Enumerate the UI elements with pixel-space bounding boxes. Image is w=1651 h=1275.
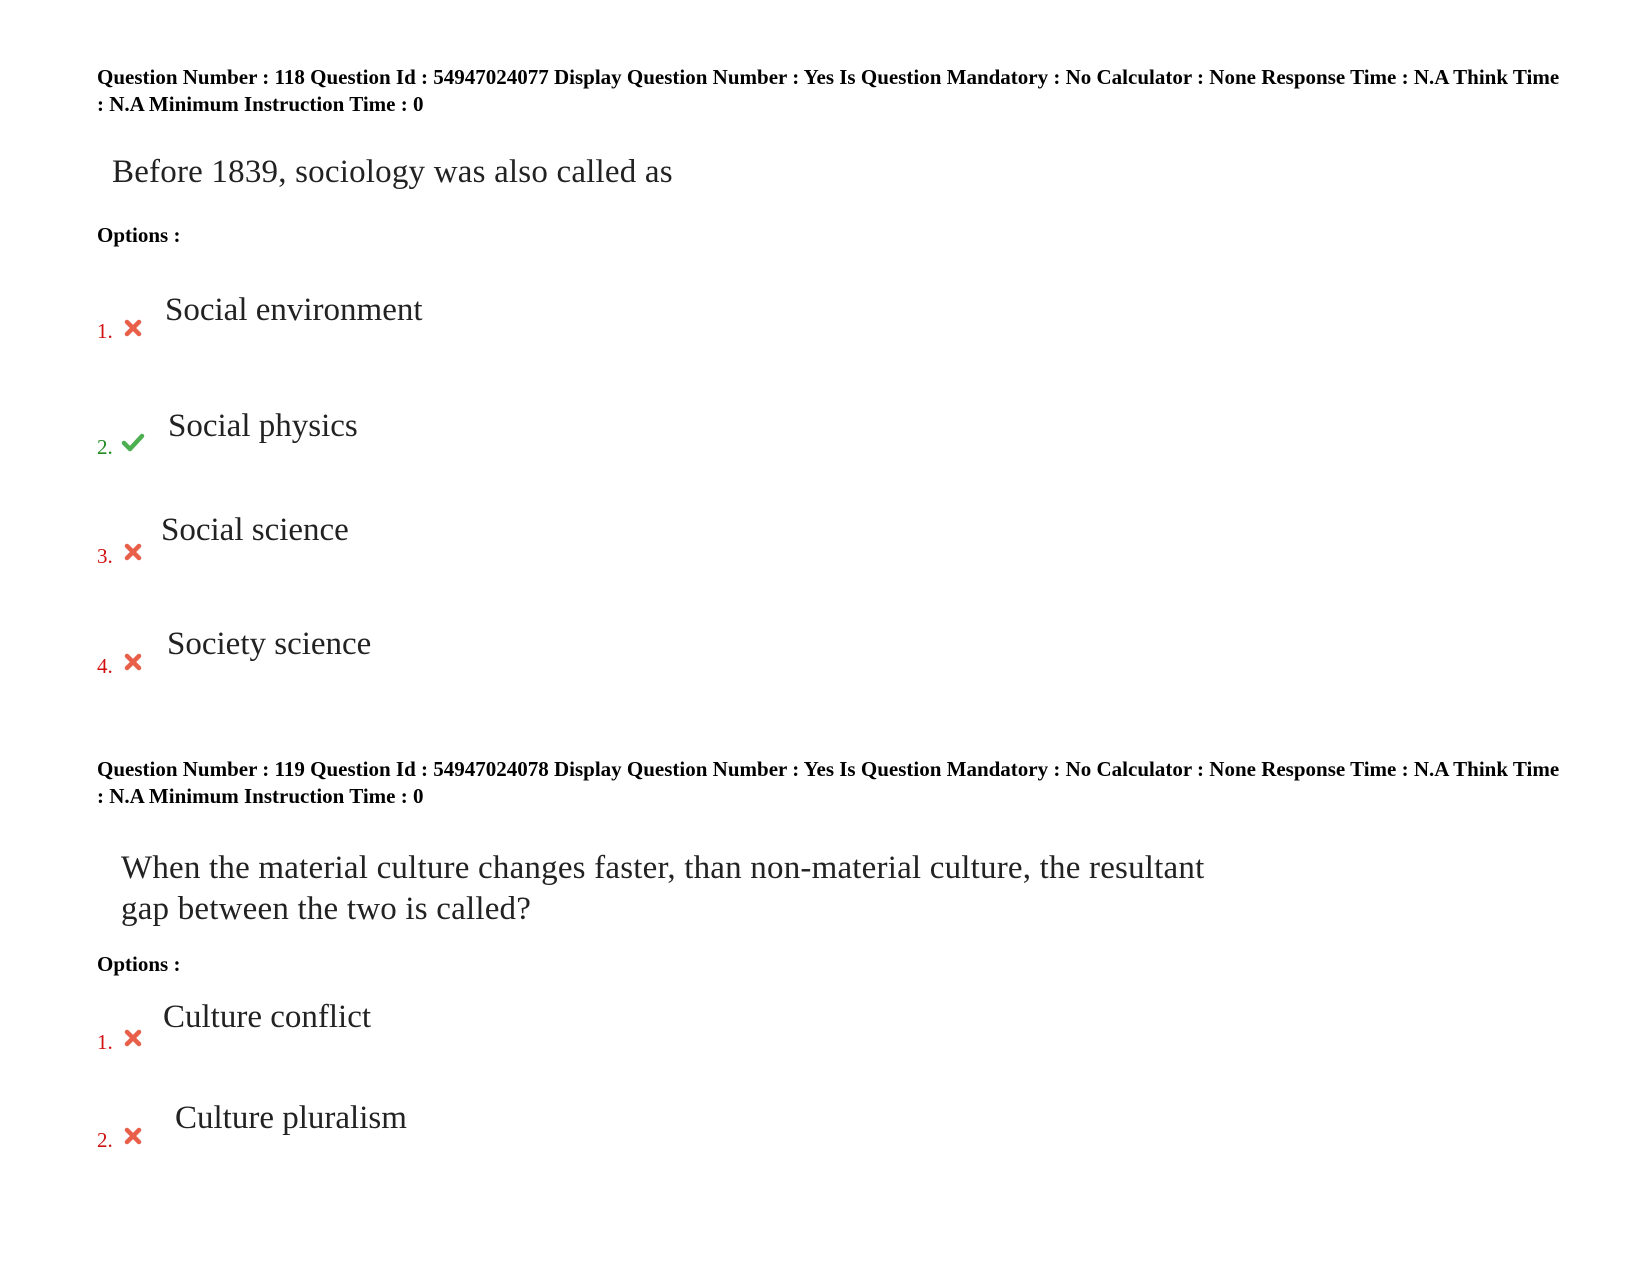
option-item	[97, 1098, 797, 1158]
option-number: 1.	[97, 1030, 113, 1054]
option-number: 2.	[97, 1128, 113, 1152]
cross-icon	[123, 542, 143, 562]
option-item	[97, 997, 797, 1057]
option-number: 4.	[97, 654, 113, 678]
option-item	[97, 624, 797, 684]
question-text-line-2: gap between the two is called?	[121, 891, 532, 927]
question-text-line-1: When the material culture changes faster, than non-material culture, the resultant	[121, 850, 1205, 886]
option-text: Culture pluralism	[175, 1100, 407, 1136]
cross-icon	[123, 1126, 143, 1146]
question-119	[97, 756, 1567, 810]
option-item	[97, 290, 797, 350]
cross-icon	[123, 1028, 143, 1048]
question-118	[97, 64, 1567, 118]
question-header: Question Number : 118 Question Id : 54947024077 Display Question Number : Yes Is Question Mandatory : No Calculator : None Response Time : N.A Think Time : N.A Minimum Instruction Time : 0	[97, 65, 1560, 116]
option-number: 3.	[97, 544, 113, 568]
option-text: Culture conflict	[163, 999, 372, 1035]
option-item	[97, 406, 797, 466]
options-label: Options :	[97, 952, 181, 976]
option-number: 2.	[97, 435, 113, 459]
question-text: Before 1839, sociology was also called as	[112, 154, 673, 190]
options-label: Options :	[97, 223, 181, 247]
question-header: Question Number : 119 Question Id : 54947024078 Display Question Number : Yes Is Question Mandatory : No Calculator : None Response Time : N.A Think Time : N.A Minimum Instruction Time : 0	[97, 757, 1560, 808]
cross-icon	[123, 318, 143, 338]
option-item	[97, 510, 797, 570]
check-icon	[121, 432, 145, 452]
option-number: 1.	[97, 319, 113, 343]
option-text: Social environment	[165, 292, 423, 328]
option-text: Social physics	[168, 408, 358, 444]
option-text: Society science	[167, 626, 372, 662]
cross-icon	[123, 652, 143, 672]
option-text: Social science	[161, 512, 349, 548]
